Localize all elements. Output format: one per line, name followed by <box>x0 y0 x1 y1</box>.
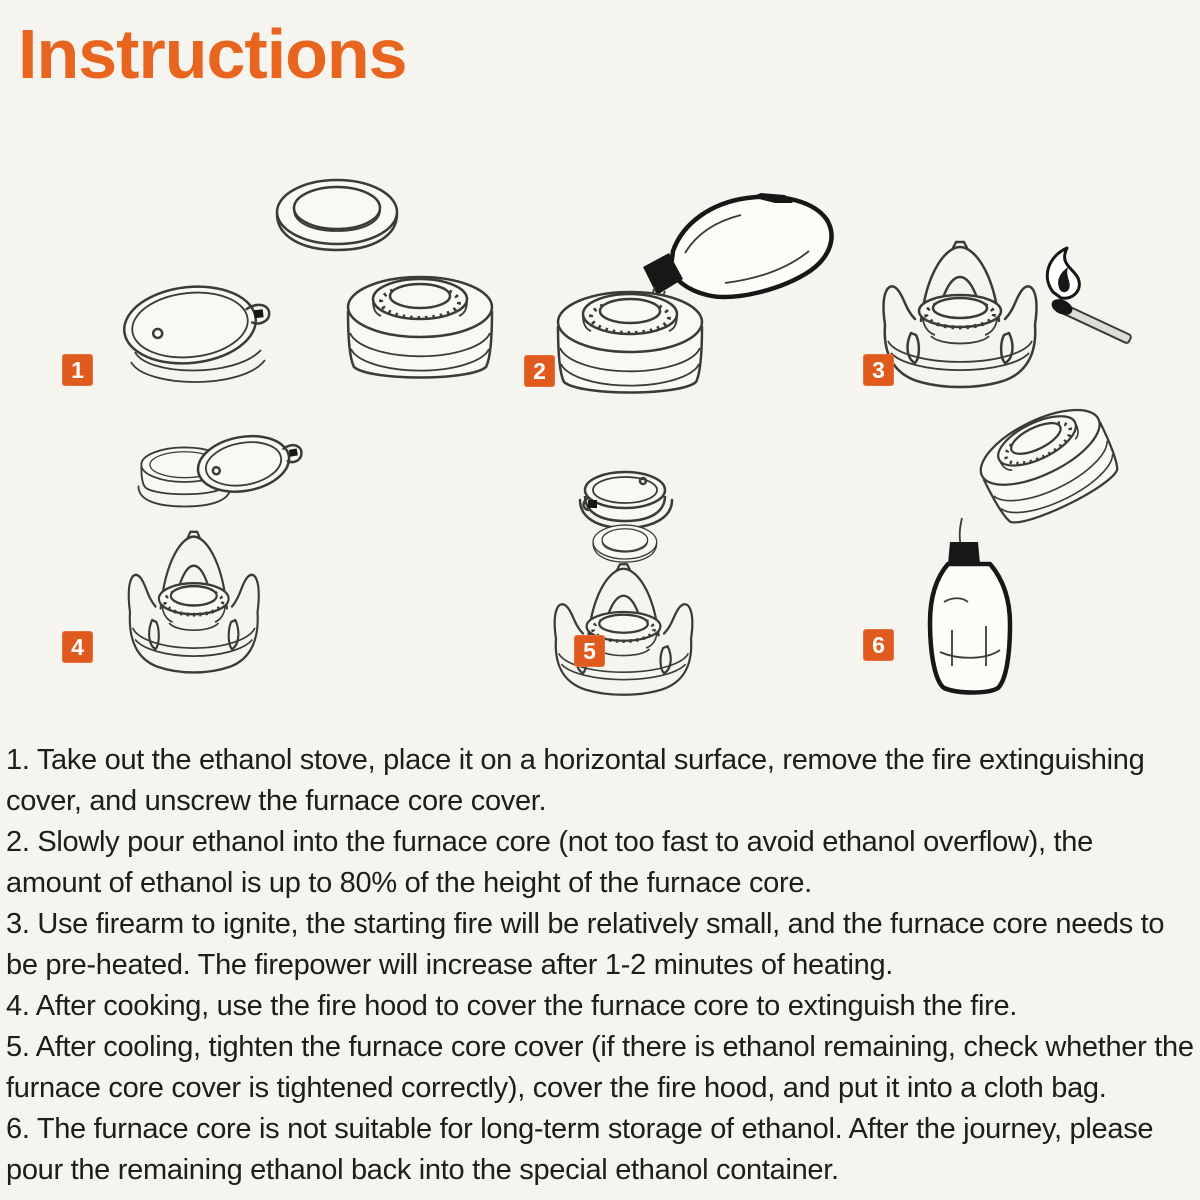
fire-extinguishing-cover-icon <box>120 279 273 382</box>
step-1-badge: 1 <box>62 354 93 386</box>
step-4-illustration <box>95 430 405 695</box>
stove-body-icon <box>348 277 492 378</box>
page-title: Instructions <box>18 15 407 93</box>
ethanol-bottle-icon <box>930 542 1010 693</box>
furnace-core-cover-ring-icon <box>277 180 397 250</box>
pour-stream-icon <box>960 518 962 546</box>
stove-body-icon <box>558 292 702 393</box>
step-5-badge: 5 <box>574 635 605 667</box>
step-1-illustration <box>95 160 505 395</box>
step-6-illustration <box>900 400 1140 695</box>
instruction-step-2: 2. Slowly pour ethanol into the furnace core (not too fast to avoid ethanol overflow), the amount of ethanol is up to 80% of the height of the furnace core. <box>6 826 1093 899</box>
fire-hood-icon <box>138 430 306 506</box>
step-2-illustration <box>515 185 845 400</box>
instruction-step-6: 6. The furnace core is not suitable for long-term storage of ethanol. After the journey, please pour the remaining ethanol back into the special ethanol container. <box>6 1113 1154 1186</box>
step-3-badge: 3 <box>863 354 894 386</box>
instruction-step-3: 3. Use firearm to ignite, the starting fire will be relatively small, and the furnace core needs to be pre-heated. The firepower will increase after 1-2 minutes of heating. <box>6 908 1165 981</box>
tilted-stove-icon <box>970 400 1126 533</box>
step-2-badge: 2 <box>524 355 555 387</box>
instruction-text <box>6 740 1194 1191</box>
furnace-core-cover-ring-icon <box>593 525 657 562</box>
match-icon <box>1047 248 1131 344</box>
pot-stand-stove-icon <box>555 564 693 695</box>
instruction-step-1: 1. Take out the ethanol stove, place it on a horizontal surface, remove the fire extinguishing cover, and unscrew the furnace core cover. <box>6 744 1145 817</box>
fire-hood-icon <box>580 472 672 528</box>
pot-stand-stove-icon <box>129 532 259 673</box>
step-6-badge: 6 <box>863 629 894 661</box>
step-3-illustration <box>855 230 1155 400</box>
pot-stand-stove-icon <box>884 242 1037 387</box>
instruction-step-4: 4. After cooking, use the fire hood to cover the furnace core to extinguish the fire. <box>6 990 1018 1022</box>
instruction-step-5: 5. After cooling, tighten the furnace core cover (if there is ethanol remaining, check whether the furnace core cover is tightened correctly), cover the fire hood, and put it into a cloth bag. <box>6 1031 1194 1104</box>
step-4-badge: 4 <box>62 631 93 663</box>
step-5-illustration <box>530 450 760 700</box>
ethanol-bottle-icon <box>643 193 832 297</box>
